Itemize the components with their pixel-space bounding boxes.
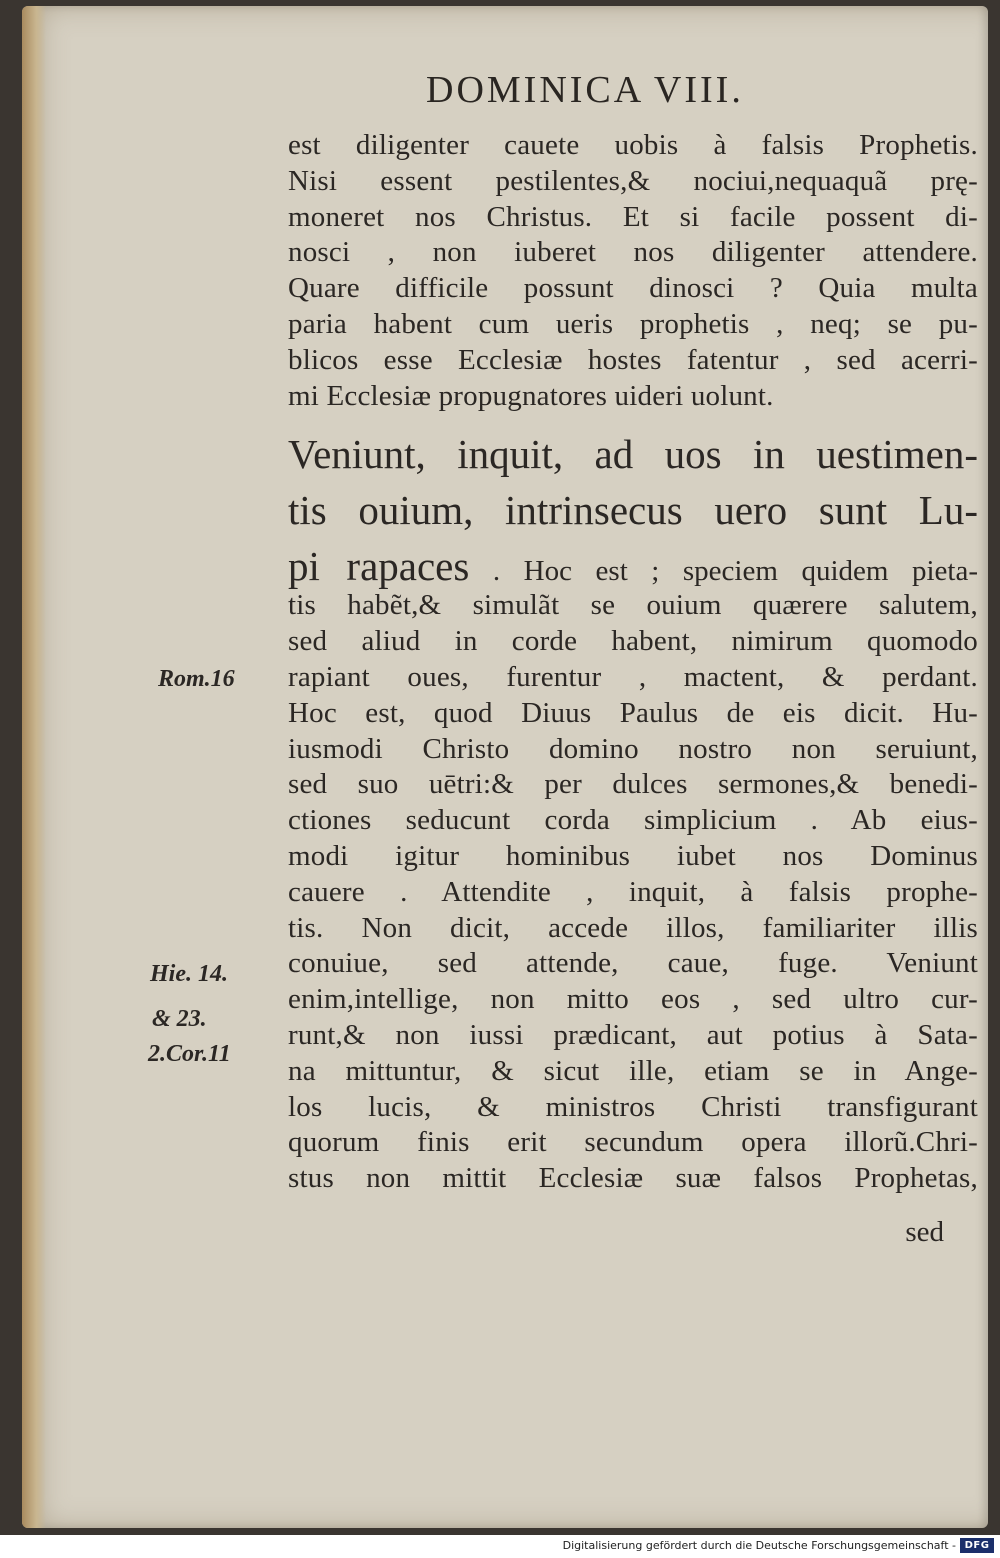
text-line: quorum finis erit secundum opera illorũ.Chri- bbox=[288, 1126, 978, 1159]
text-line: moneret nos Christus. Et si facile possent di- bbox=[288, 200, 978, 233]
text-line: ctiones seducunt corda simplicium . Ab eius- bbox=[288, 804, 978, 837]
text-line: nosci , non iuberet nos diligenter attendere. bbox=[288, 236, 978, 269]
text-line: Quare difficile possunt dinosci ? Quia multa bbox=[288, 272, 978, 305]
text-line: runt,& non iussi prædicant, aut potius à Sata- bbox=[288, 1018, 978, 1051]
margin-note-hie: Hie. 14. bbox=[150, 961, 228, 987]
text-line: modi igitur hominibus iubet nos Dominus bbox=[288, 839, 978, 872]
margin-note-rom: Rom.16 bbox=[158, 666, 235, 692]
text-line: iusmodi Christo domino nostro non seruiunt, bbox=[288, 732, 978, 765]
catchword: sed bbox=[905, 1216, 944, 1248]
text-line: sed aliud in corde habent, nimirum quomodo bbox=[288, 625, 978, 658]
text-line: cauere . Attendite , inquit, à falsis prophe- bbox=[288, 875, 978, 908]
text-line: mi Ecclesiæ propugnatores uideri uolunt. bbox=[288, 379, 774, 412]
dfg-logo: DFG bbox=[960, 1538, 994, 1553]
text-line: stus non mittit Ecclesiæ suæ falsos Prophetas, bbox=[288, 1162, 978, 1195]
text-line: paria habent cum ueris prophetis , neq; se pu- bbox=[288, 307, 978, 340]
text-line: tis. Non dicit, accede illos, familiariter illis bbox=[288, 911, 978, 944]
text-line: est diligenter cauete uobis à falsis Prophetis. bbox=[288, 129, 978, 161]
margin-note-et: & 23. bbox=[152, 1006, 207, 1032]
scripture-line: Veniunt, inquit, ad uos in uestimen- bbox=[288, 431, 978, 478]
commentary-words: . Hoc est ; speciem quidem pieta- bbox=[492, 555, 978, 588]
text-line: rapiant oues, furentur , mactent, & perdant. bbox=[288, 660, 978, 693]
paragraph-gap bbox=[288, 414, 978, 426]
footer-bar bbox=[0, 1535, 1000, 1558]
scripture-line: tis ouium, intrinsecus uero sunt Lu- bbox=[288, 487, 978, 534]
text-line: blicos esse Ecclesiæ hostes fatentur , sed acerri- bbox=[288, 343, 978, 376]
running-header: DOMINICA VIII. bbox=[426, 69, 744, 111]
scripture-words: pi rapaces bbox=[288, 543, 470, 590]
book-page bbox=[22, 6, 988, 1528]
text-line: tis habẽt,& simulãt se ouium quærere salutem, bbox=[288, 589, 978, 622]
page-binding-edge bbox=[22, 6, 46, 1528]
funding-notice: Digitalisierung gefördert durch die Deutsche Forschungsgemeinschaft - bbox=[562, 1539, 956, 1552]
scripture-line-mixed bbox=[288, 538, 978, 588]
text-line: na mittuntur, & sicut ille, etiam se in Ange- bbox=[288, 1054, 978, 1087]
text-line: los lucis, & ministros Christi transfigurant bbox=[288, 1090, 978, 1123]
text-line: conuiue, sed attende, caue, fuge. Veniunt bbox=[288, 947, 978, 980]
body-text bbox=[288, 128, 978, 1197]
margin-note-cor: 2.Cor.11 bbox=[148, 1041, 231, 1067]
text-line: sed suo uētri:& per dulces sermones,& benedi- bbox=[288, 768, 978, 801]
text-line: Nisi essent pestilentes,& nociui,nequaquã prę- bbox=[288, 164, 978, 197]
text-line: Hoc est, quod Diuus Paulus de eis dicit. Hu- bbox=[288, 696, 978, 729]
text-line: enim,intellige, non mitto eos , sed ultro cur- bbox=[288, 983, 978, 1016]
